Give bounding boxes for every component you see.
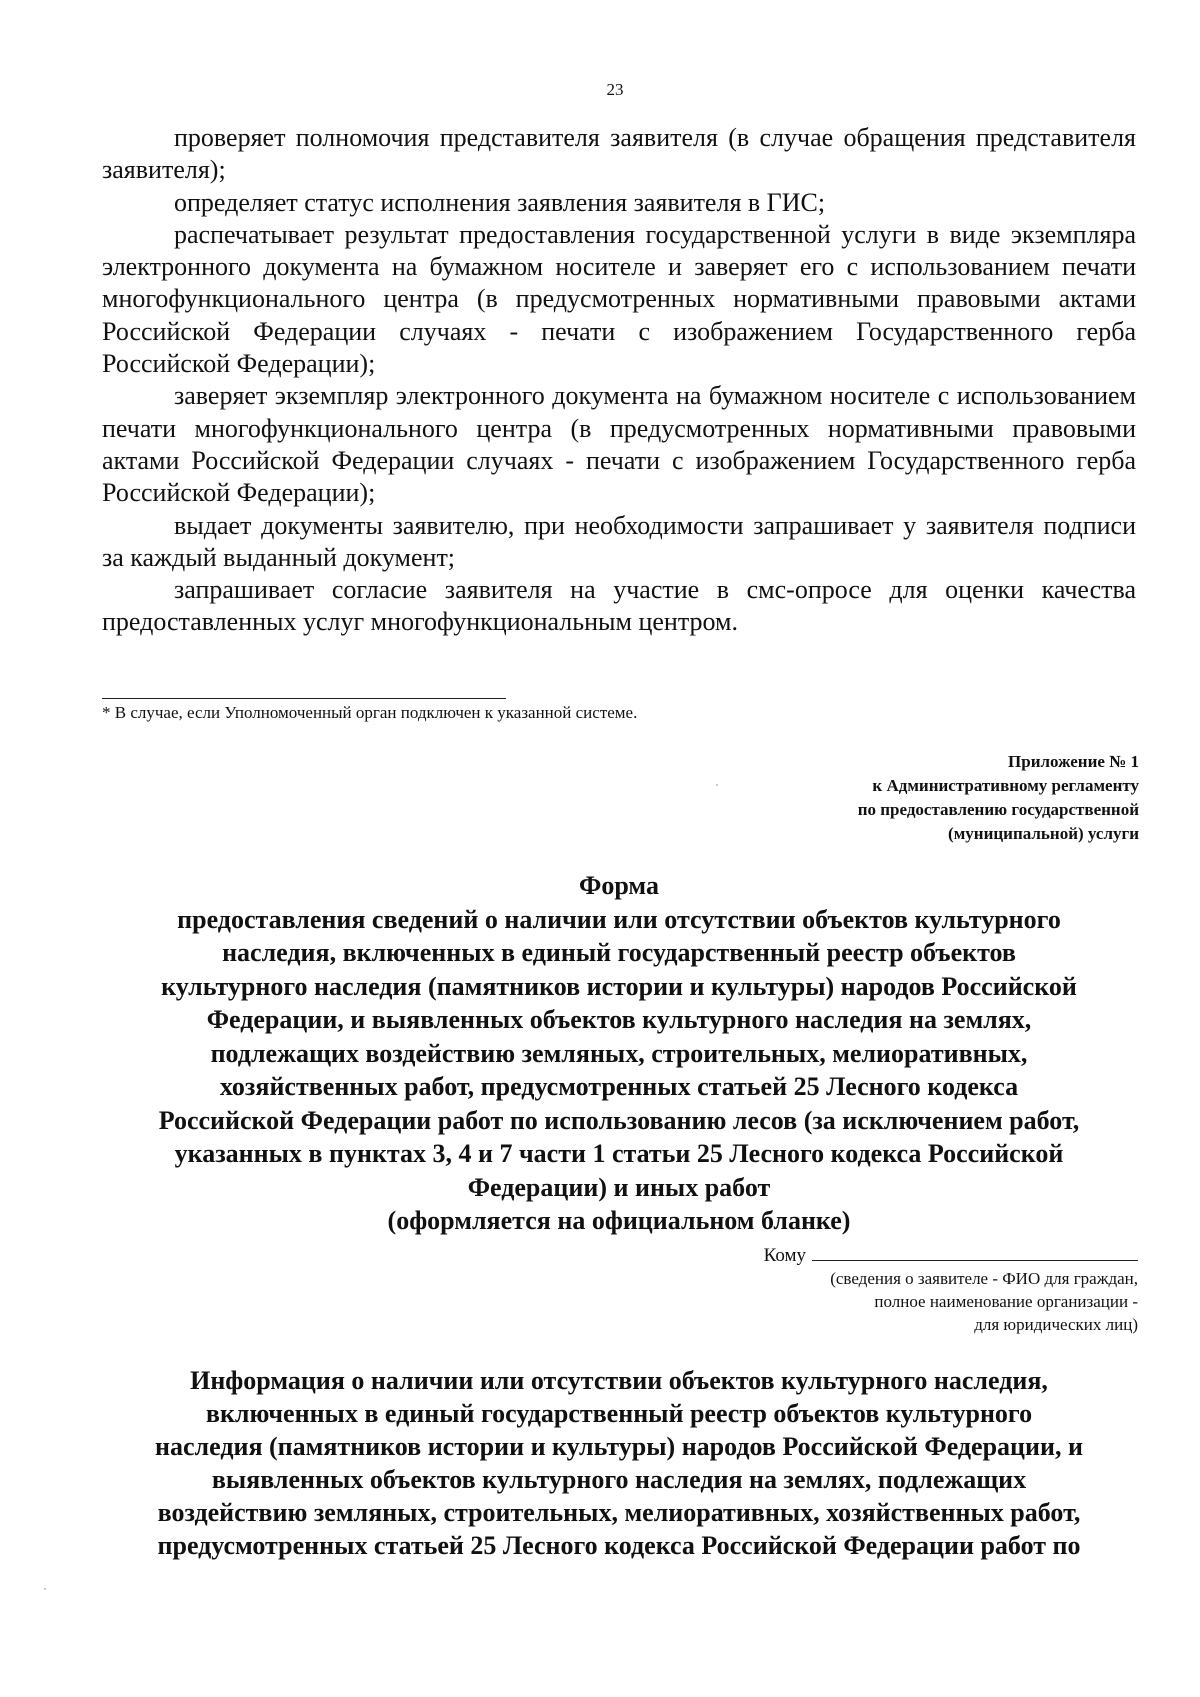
appendix-line: (муниципальной) услуги [948,824,1139,843]
appendix-line: по предоставлению государственной [857,800,1139,819]
page-number: 23 [606,80,624,99]
body-text [102,122,1136,639]
footnote-separator [102,698,506,699]
info-heading-line: предусмотренных статьей 25 Лесного кодекса Российской Федерации работ по [157,1531,1081,1560]
appendix-reference [858,750,1139,846]
form-heading-line: Федерации) и иных работ [467,1172,771,1202]
info-heading-line: Информация о наличии или отсутствии объектов культурного наследия, [190,1366,1048,1395]
form-heading-line: хозяйственных работ, предусмотренных статьей 25 Лесного кодекса [219,1072,1019,1101]
scan-speck [716,784,718,786]
info-heading-line: включенных в единый государственный реестр объектов культурного [205,1399,1033,1428]
paragraph: проверяет полномочия представителя заявителя (в случае обращения представителя заявителя); [102,123,1136,185]
info-heading-line: выявленных объектов культурного наследия на землях, подлежащих [211,1465,1027,1494]
info-heading [102,1364,1136,1562]
form-title: Форма [579,871,659,900]
form-heading-line: указанных в пунктах 3, 4 и 7 части 1 статьи 25 Лесного кодекса Российской [174,1139,1064,1168]
form-heading-line: подлежащих воздействию земляных, строительных, мелиоративных, [210,1038,1028,1068]
form-heading-line: (оформляется на официальном бланке) [387,1206,851,1235]
form-heading-line: Российской Федерации работ по использованию лесов (за исключением работ, [158,1105,1080,1135]
recipient-blank-line [812,1244,1138,1261]
scan-speck [44,1588,46,1590]
paragraph: запрашивает согласие заявителя на участие в смс-опросе для оценки качества предоставленных услуг многофункциональным центром. [102,575,1136,637]
info-heading-line: наследия (памятников истории и культуры) народов Российской Федерации, и [155,1432,1083,1461]
form-heading-line: культурного наследия (памятников истории и культуры) народов Российской [161,971,1077,1001]
recipient-label: Кому [763,1245,806,1266]
recipient-line [764,1244,1138,1267]
paragraph: заверяет экземпляр электронного документа на бумажном носителе с использованием печати многофункционального центра (в предусмотренных нормативными правовыми актами Российской Федерации случаях - печати с изображением Государственного герба Российской Федерации); [102,381,1136,508]
paragraph: определяет статус исполнения заявления заявителя в ГИС; [174,187,826,217]
form-heading-line: предоставления сведений о наличии или отсутствии объектов культурного [177,904,1061,934]
recipient-note: для юридических лиц) [974,1315,1138,1334]
form-heading [102,869,1136,1238]
info-heading-line: воздействию земляных, строительных, мелиоративных, хозяйственных работ, [157,1498,1081,1527]
paragraph: распечатывает результат предоставления государственной услуги в виде экземпляра электронного документа на бумажном носителе и заверяет его с использованием печати многофункционального центра (в предусмотренных нормативными правовыми актами Российской Федерации случаях - печати с изображением Государственного герба Российской Федерации); [102,219,1136,379]
form-heading-line: Федерации, и выявленных объектов культурного наследия на землях, [206,1005,1032,1034]
form-heading-line: наследия, включенных в единый государственный реестр объектов [222,938,1016,967]
recipient-note: (сведения о заявителе - ФИО для граждан, [830,1269,1138,1288]
appendix-line: Приложение № 1 [1008,752,1139,771]
footnote: * В случае, если Уполномоченный орган подключен к указанной системе. [102,703,638,722]
recipient-block [764,1244,1138,1336]
paragraph: выдает документы заявителю, при необходимости запрашивает у заявителя подписи за каждый выданный документ; [102,510,1136,572]
recipient-note: полное наименование организации - [874,1292,1138,1311]
appendix-line: к Административному регламенту [872,776,1139,795]
